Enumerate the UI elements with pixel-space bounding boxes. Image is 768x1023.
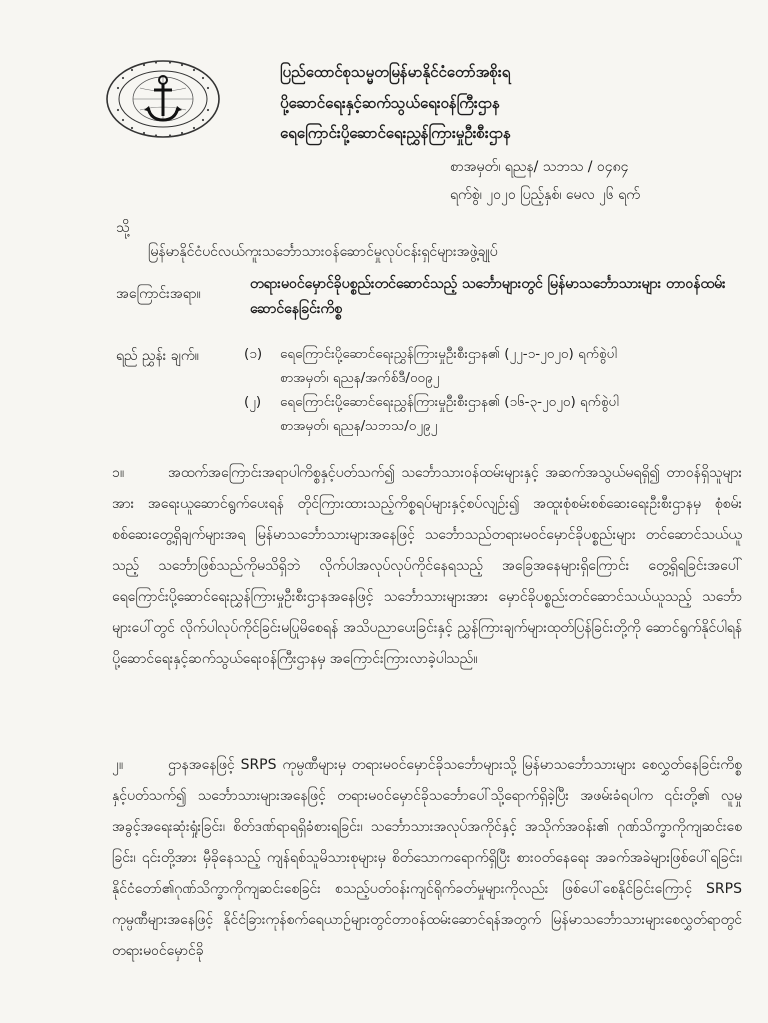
header-line-government: ပြည်ထောင်စုသမ္မတမြန်မာနိုင်ငံတော်အစိုးရ — [280, 63, 511, 81]
paragraph-2 — [112, 750, 742, 967]
reference-line: ရေကြောင်းပို့ဆောင်ရေးညွှန်ကြားမှုဦးစီးဌာန၏ (၁၆-၃-၂၀၂၀) ရက်စွဲပါ စာအမှတ်၊ ရညန/သဘသ/၀၂၉၂ — [280, 394, 619, 434]
subject-label: အကြောင်းအရာ။ — [116, 286, 201, 302]
header-line-department: ရေကြောင်းပို့ဆောင်ရေးညွှန်ကြားမှုဦးစီးဌာန — [280, 124, 511, 142]
paragraph-1 — [112, 458, 742, 675]
subject-text: တရားမဝင်မှောင်ခိုပစ္စည်းတင်ဆောင်သည့် သင်္ဘောများတွင် မြန်မာသင်္ဘောသားများ တာဝန်ထမ်းဆောင်နေခြင်းကိစ္စ — [250, 276, 726, 317]
letter-date: ရက်စွဲ၊ ၂၀၂၀ ပြည့်နှစ်၊ မေလ ၂၆ ရက် — [450, 187, 640, 203]
paragraph-number: ၁။ — [112, 465, 125, 481]
paragraph-text: ဌာနအနေဖြင့် SRPS ကုမ္ပဏီများမှ တရားမဝင်မှောင်ခိုသင်္ဘောများသို့ မြန်မာသင်္ဘောသားများ စေလွှတ်နေခြင်းကိစ္စနှင့်ပတ်သက်၍ သင်္ဘောသားများအနေဖြင့် တရားမဝင်မှောင်ခိုသင်္ဘောပေါ်သို့ရောက်ရှိခဲ့ပြီး အဖမ်းခံရပါက ၎င်းတို့၏ လူမှုအခွင့်အရေးဆုံးရှုံးခြင်း၊ စိတ်ဒဏ်ရာရရှိခံစားရခြင်း၊ သင်္ဘောသားအလုပ်အကိုင်နှင့် အသိုက်အဝန်း၏ ဂုဏ်သိက္ခာကိုကျဆင်းစေခြင်း၊ ၎င်းတို့အား မှီခိုနေသည့် ကျန်ရစ်သူမိသားစုများမှ စိတ်သောကရောက်ရှိပြီး စားဝတ်နေရေး အခက်အခဲများဖြစ်ပေါ်ရခြင်း၊ နိုင်ငံတော်၏ဂုဏ်သိက္ခာကိုကျဆင်းစေခြင်း စသည့်ပတ်ဝန်းကျင်ရိုက်ခတ်မှုများကိုလည်း ဖြစ်ပေါ်စေနိုင်ခြင်းကြောင့် SRPS ကုမ္ပဏီများအနေဖြင့် နိုင်ငံခြားကုန်စက်ရေယာဉ်များတွင်တာဝန်ထမ်းဆောင်ရန်အတွက် မြန်မာသင်္ဘောသားများစေလွှတ်ရာတွင် တရားမဝင်မှောင်ခို — [112, 757, 742, 959]
paragraph-text: အထက်အကြောင်းအရာပါကိစ္စနှင့်ပတ်သက်၍ သင်္ဘောသားဝန်ထမ်းများနှင့် အဆက်အသွယ်မရရှိ၍ တာဝန်ရှိသူများအား အရေးယူဆောင်ရွက်ပေးရန် တိုင်ကြားထားသည့်ကိစ္စရပ်များနှင့်စပ်လျဉ်း၍ အထူးစုံစမ်းစစ်ဆေးရေးဦးစီးဌာနမှ စုံစမ်းစစ်ဆေးတွေ့ရှိချက်များအရ မြန်မာသင်္ဘောသားများအနေဖြင့် သင်္ဘောသည်တရားမဝင်မှောင်ခိုပစ္စည်းများ တင်ဆောင်သယ်ယူသည့် သင်္ဘောဖြစ်သည်ကိုမသိရှိဘဲ လိုက်ပါအလုပ်လုပ်ကိုင်နေရသည့် အခြေအနေများရှိကြောင်း တွေ့ရှိရခြင်းအပေါ် ရေကြောင်းပို့ဆောင်ရေးညွှန်ကြားမှုဦးစီးဌာနအနေဖြင့် သင်္ဘောသားများအား မှောင်ခိုပစ္စည်းတင်ဆောင်သယ်ယူသည့် သင်္ဘောများပေါ်တွင် လိုက်ပါလုပ်ကိုင်ခြင်းမပြုမိစေရန် အသိပညာပေးခြင်းနှင့် ညွှန်ကြားချက်များထုတ်ပြန်ခြင်းတို့ကို ဆောင်ရွက်နိုင်ပါရန် ပို့ဆောင်ရေးနှင့်ဆက်သွယ်ရေးဝန်ကြီးဌာနမှ အကြောင်းကြားလာခဲ့ပါသည်။ — [112, 465, 742, 667]
reference-item — [244, 342, 744, 390]
references-list — [244, 342, 744, 438]
recipient-label: သို့ — [116, 220, 130, 236]
reference-line: ရေကြောင်းပို့ဆောင်ရေးညွှန်ကြားမှုဦးစီးဌာန၏ (၂၂-၁-၂၀၂၀) ရက်စွဲပါ စာအမှတ်၊ ရညန/အက်စ်ဒီ/၀၀၉၂ — [280, 346, 617, 386]
letter-number: စာအမှတ်၊ ရညန/ သဘသ / ၀၄၈၄ — [450, 159, 629, 175]
header-line-ministry: ပို့ဆောင်ရေးနှင့်ဆက်သွယ်ရေးဝန်ကြီးဌာန — [280, 94, 500, 112]
reference-number: (၁) — [244, 346, 263, 362]
reference-number: (၂) — [244, 394, 262, 410]
paragraph-number: ၂။ — [112, 757, 124, 773]
references-label: ရည် ညွှန်း ချက်။ — [116, 348, 199, 364]
ministry-anchor-seal-icon — [104, 58, 222, 140]
reference-item — [244, 390, 744, 438]
recipient-name: မြန်မာနိုင်ငံပင်လယ်ကူးသင်္ဘောသားဝန်ဆောင်မှုလုပ်ငန်းရှင်များအဖွဲ့ချုပ် — [148, 244, 498, 260]
